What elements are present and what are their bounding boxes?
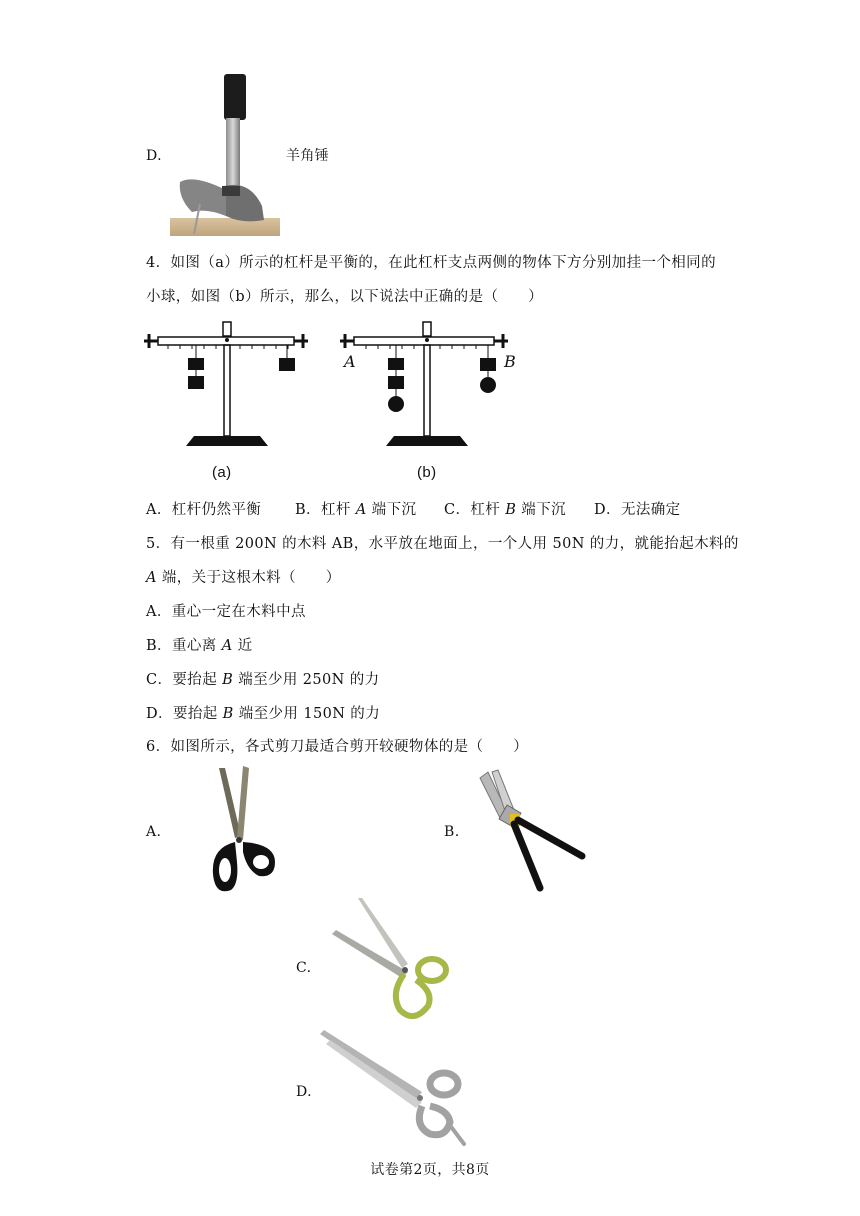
tin-snips-icon <box>474 770 586 892</box>
q3-option-d-letter: D. <box>146 148 162 164</box>
q6-option-d-letter[interactable]: D. <box>296 1084 312 1100</box>
q4-option-a[interactable]: A．杠杆仍然平衡 <box>146 502 262 518</box>
q6-stem: 6．如图所示，各式剪刀最适合剪开较硬物体的是（ ） <box>146 739 529 755</box>
q6-option-c-letter[interactable]: C. <box>296 960 312 976</box>
q6-option-a-letter[interactable]: A. <box>146 824 162 840</box>
q6-option-b-letter[interactable]: B. <box>444 824 460 840</box>
q3-option-d-text: 羊角锤 <box>286 148 330 164</box>
page-footer: 试卷第2页，共8页 <box>370 1162 490 1178</box>
fig-a-label: (a) <box>212 464 232 481</box>
q5-stem-line2: A 端，关于这根木料（ ） <box>146 570 341 586</box>
fig-b-end-b: B <box>504 352 517 371</box>
q5-stem-line1: 5．有一根重 200N 的木料 AB，水平放在地面上，一个人用 50N 的力，就能抬起木料的 <box>146 536 739 552</box>
q5-option-b[interactable]: B．重心离 A 近 <box>146 638 253 654</box>
q4-option-d[interactable]: D．无法确定 <box>594 502 681 518</box>
lever-figure-a <box>142 318 312 454</box>
small-scissors-icon <box>330 898 452 1026</box>
q5-option-d[interactable]: D．要抬起 B 端至少用 150N 的力 <box>146 706 381 722</box>
hair-scissors-icon <box>318 1030 468 1150</box>
claw-hammer-icon <box>170 74 280 236</box>
q4-option-b[interactable]: B．杠杆 A 端下沉 <box>295 502 417 518</box>
q4-stem-line1: 4．如图（a）所示的杠杆是平衡的，在此杠杆支点两侧的物体下方分别加挂一个相同的 <box>146 255 716 271</box>
q5-option-c[interactable]: C．要抬起 B 端至少用 250N 的力 <box>146 672 380 688</box>
q4-stem-line2: 小球，如图（b）所示，那么，以下说法中正确的是（ ） <box>146 289 544 305</box>
q4-option-c[interactable]: C．杠杆 B 端下沉 <box>444 502 566 518</box>
fig-b-end-a: A <box>344 352 356 371</box>
office-scissors-icon <box>205 766 281 898</box>
q5-option-a[interactable]: A．重心一定在木料中点 <box>146 604 306 620</box>
lever-figure-b <box>338 318 520 454</box>
fig-b-label: (b) <box>417 464 437 481</box>
